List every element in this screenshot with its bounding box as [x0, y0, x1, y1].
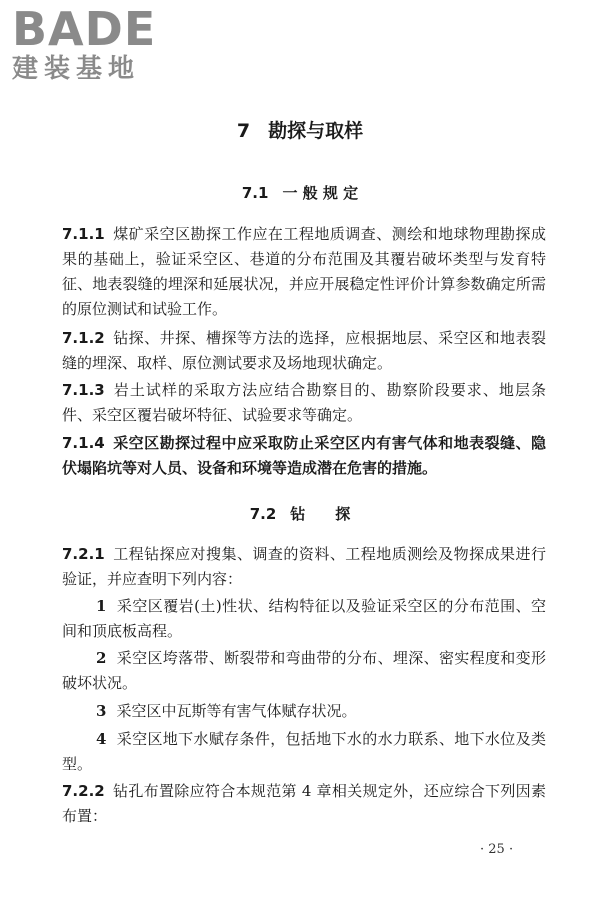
item-number: 3: [96, 702, 107, 720]
item-number: 2: [96, 649, 107, 667]
item-text: 采空区垮落带、断裂带和弯曲带的分布、埋深、密实程度和变形破坏状况。: [62, 649, 546, 692]
clause-text: 工程钻探应对搜集、调查的资料、工程地质测绘及物探成果进行验证，并应查明下列内容：: [62, 545, 546, 588]
clause-text: 钻孔布置除应符合本规范第 4 章相关规定外，还应综合下列因素布置：: [62, 782, 546, 825]
clause-number: 7.1.3: [62, 381, 105, 399]
clause-text: 采空区勘探过程中应采取防止采空区内有害气体和地表裂缝、隐伏塌陷坑等对人员、设备和环境等造成潜在危害的措施。: [62, 434, 546, 477]
page-number: · 25 ·: [480, 842, 514, 857]
chapter-number: 7: [236, 120, 251, 142]
clause-number: 7.1.1: [62, 225, 105, 243]
section-heading-7-2: [0, 503, 600, 524]
clause-7-2-2: [62, 779, 546, 829]
clause-number: 7.1.2: [62, 329, 105, 347]
logo-subtitle: 建装基地: [12, 54, 141, 84]
clause-7-1-2: [62, 326, 546, 376]
item-text: 采空区地下水赋存条件，包括地下水的水力联系、地下水位及类型。: [62, 730, 546, 773]
item-text: 采空区中瓦斯等有害气体赋存状况。: [116, 702, 357, 720]
clause-7-1-4: [62, 431, 546, 481]
clause-7-1-3: [62, 378, 546, 428]
item-text: 采空区覆岩(土)性状、结构特征以及验证采空区的分布范围、空间和顶底板高程。: [62, 597, 546, 640]
chapter-title: [0, 116, 600, 143]
section-number: 7.2: [249, 505, 277, 523]
clause-7-1-1: [62, 222, 546, 322]
chapter-title-text: 勘探与取样: [268, 120, 364, 142]
clause-number: 7.1.4: [62, 434, 105, 452]
clause-7-2-1: [62, 542, 546, 592]
section-heading-7-1: [0, 182, 600, 203]
logo-wordmark: BADE: [12, 2, 157, 56]
section-title: 一 般 规 定: [282, 184, 359, 202]
clause-number: 7.2.1: [62, 545, 105, 563]
item-number: 4: [96, 730, 107, 748]
clause-text: 煤矿采空区勘探工作应在工程地质调查、测绘和地球物理勘探成果的基础上，验证采空区、巷道的分布范围及其覆岩破坏类型与发育特征、地表裂缝的埋深和延展状况，并应开展稳定性评价计算参数确定所需的原位测试和试验工作。: [62, 225, 546, 318]
list-item-4: [62, 727, 546, 777]
logo: [12, 2, 172, 84]
clause-number: 7.2.2: [62, 782, 105, 800]
section-title: 钻 探: [290, 505, 351, 523]
list-item-3: [62, 699, 546, 724]
clause-text: 钻探、井探、槽探等方法的选择，应根据地层、采空区和地表裂缝的埋深、取样、原位测试要求及场地现状确定。: [62, 329, 546, 372]
list-item-1: [62, 594, 546, 644]
section-number: 7.1: [241, 184, 269, 202]
item-number: 1: [96, 597, 107, 615]
clause-text: 岩土试样的采取方法应结合勘察目的、勘察阶段要求、地层条件、采空区覆岩破坏特征、试验要求等确定。: [62, 381, 546, 424]
list-item-2: [62, 646, 546, 696]
